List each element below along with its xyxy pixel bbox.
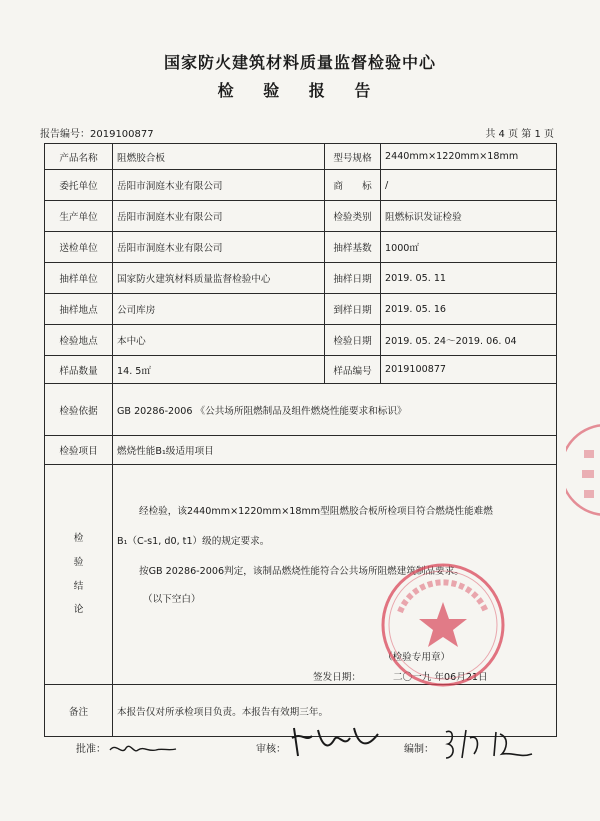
value-quantity: 14. 5㎡ — [113, 356, 325, 384]
report-number: 报告编号：2019100877 — [40, 129, 154, 140]
label-test-type: 检验类别 — [325, 201, 381, 232]
approve-label: 批准： — [76, 744, 106, 755]
sign-date-label: 签发日期： — [313, 672, 361, 683]
label-quantity: 样品数量 — [45, 356, 113, 384]
value-product-name: 阻燃胶合板 — [113, 144, 325, 170]
official-seal-icon — [378, 560, 508, 690]
label-sample-date: 抽样日期 — [325, 263, 381, 294]
value-sample-date: 2019. 05. 11 — [381, 263, 557, 294]
conclusion-char: 检 — [73, 533, 84, 545]
value-test-date: 2019. 05. 24～2019. 06. 04 — [381, 325, 557, 356]
compile-label: 编制： — [404, 744, 434, 755]
stamp-note: （检验专用章） — [383, 652, 451, 663]
conclusion-line: 按GB 20286-2006判定，该制品燃烧性能符合公共场所阻燃建筑制品要求。 — [139, 566, 464, 577]
conclusion-char: 结 — [73, 580, 84, 592]
label-client: 委托单位 — [45, 170, 113, 201]
value-remarks: 本报告仅对所承检项目负责。本报告有效期三年。 — [113, 685, 557, 737]
row-producer — [45, 201, 557, 232]
row-basis — [45, 384, 557, 436]
label-sample-place: 抽样地点 — [45, 294, 113, 325]
conclusion-char: 验 — [73, 556, 84, 568]
value-model: 2440mm×1220mm×18mm — [381, 144, 557, 170]
row-quantity — [45, 356, 557, 384]
label-test-place: 检验地点 — [45, 325, 113, 356]
compile-signature-icon — [440, 724, 540, 764]
value-items: 燃烧性能B₁级适用项目 — [113, 436, 557, 465]
value-sample-place: 公司库房 — [113, 294, 325, 325]
row-test-place — [45, 325, 557, 356]
label-sample-no: 样品编号 — [325, 356, 381, 384]
row-items — [45, 436, 557, 465]
page-info: 共 4 页 第 1 页 — [485, 129, 554, 140]
row-product-name — [45, 144, 557, 170]
conclusion-line: B₁（C-s1, d0, t1）级的规定要求。 — [117, 536, 270, 547]
value-sample-base: 1000㎡ — [381, 232, 557, 263]
sign-date-value: 二〇一九 年06月21日 — [393, 672, 488, 683]
label-items: 检验项目 — [45, 436, 113, 465]
label-arrival-date: 到样日期 — [325, 294, 381, 325]
value-sample-no: 2019100877 — [381, 356, 557, 384]
row-client — [45, 170, 557, 201]
label-test-date: 检验日期 — [325, 325, 381, 356]
doc-title: 检 验 报 告 — [217, 81, 383, 100]
row-sender — [45, 232, 557, 263]
label-sender: 送检单位 — [45, 232, 113, 263]
label-sample-base: 抽样基数 — [325, 232, 381, 263]
value-producer: 岳阳市洞庭木业有限公司 — [113, 201, 325, 232]
row-sampler — [45, 263, 557, 294]
label-sampler: 抽样单位 — [45, 263, 113, 294]
label-model: 型号规格 — [325, 144, 381, 170]
label-remarks: 备注 — [45, 685, 113, 737]
seam-stamp-icon — [566, 420, 600, 520]
approve-signature-icon — [108, 738, 178, 760]
label-producer: 生产单位 — [45, 201, 113, 232]
conclusion-line: 经检验，该2440mm×1220mm×18mm型阻燃胶合板所检项目符合燃烧性能难燃 — [139, 506, 493, 517]
label-product-name: 产品名称 — [45, 144, 113, 170]
label-conclusion — [45, 465, 113, 685]
value-client: 岳阳市洞庭木业有限公司 — [113, 170, 325, 201]
value-basis: GB 20286-2006 《公共场所阻燃制品及组件燃烧性能要求和标识》 — [113, 384, 557, 436]
conclusion-char: 论 — [73, 604, 84, 616]
value-sender: 岳阳市洞庭木业有限公司 — [113, 232, 325, 263]
value-sampler: 国家防火建筑材料质量监督检验中心 — [113, 263, 325, 294]
value-trademark: / — [381, 170, 557, 201]
label-trademark: 商 标 — [325, 170, 381, 201]
value-test-type: 阻燃标识发证检验 — [381, 201, 557, 232]
value-arrival-date: 2019. 05. 16 — [381, 294, 557, 325]
review-signature-icon — [288, 720, 384, 764]
review-label: 审核： — [256, 744, 286, 755]
row-sample-place — [45, 294, 557, 325]
value-test-place: 本中心 — [113, 325, 325, 356]
conclusion-line: （以下空白） — [143, 594, 201, 605]
org-title: 国家防火建筑材料质量监督检验中心 — [163, 53, 436, 72]
label-basis: 检验依据 — [45, 384, 113, 436]
